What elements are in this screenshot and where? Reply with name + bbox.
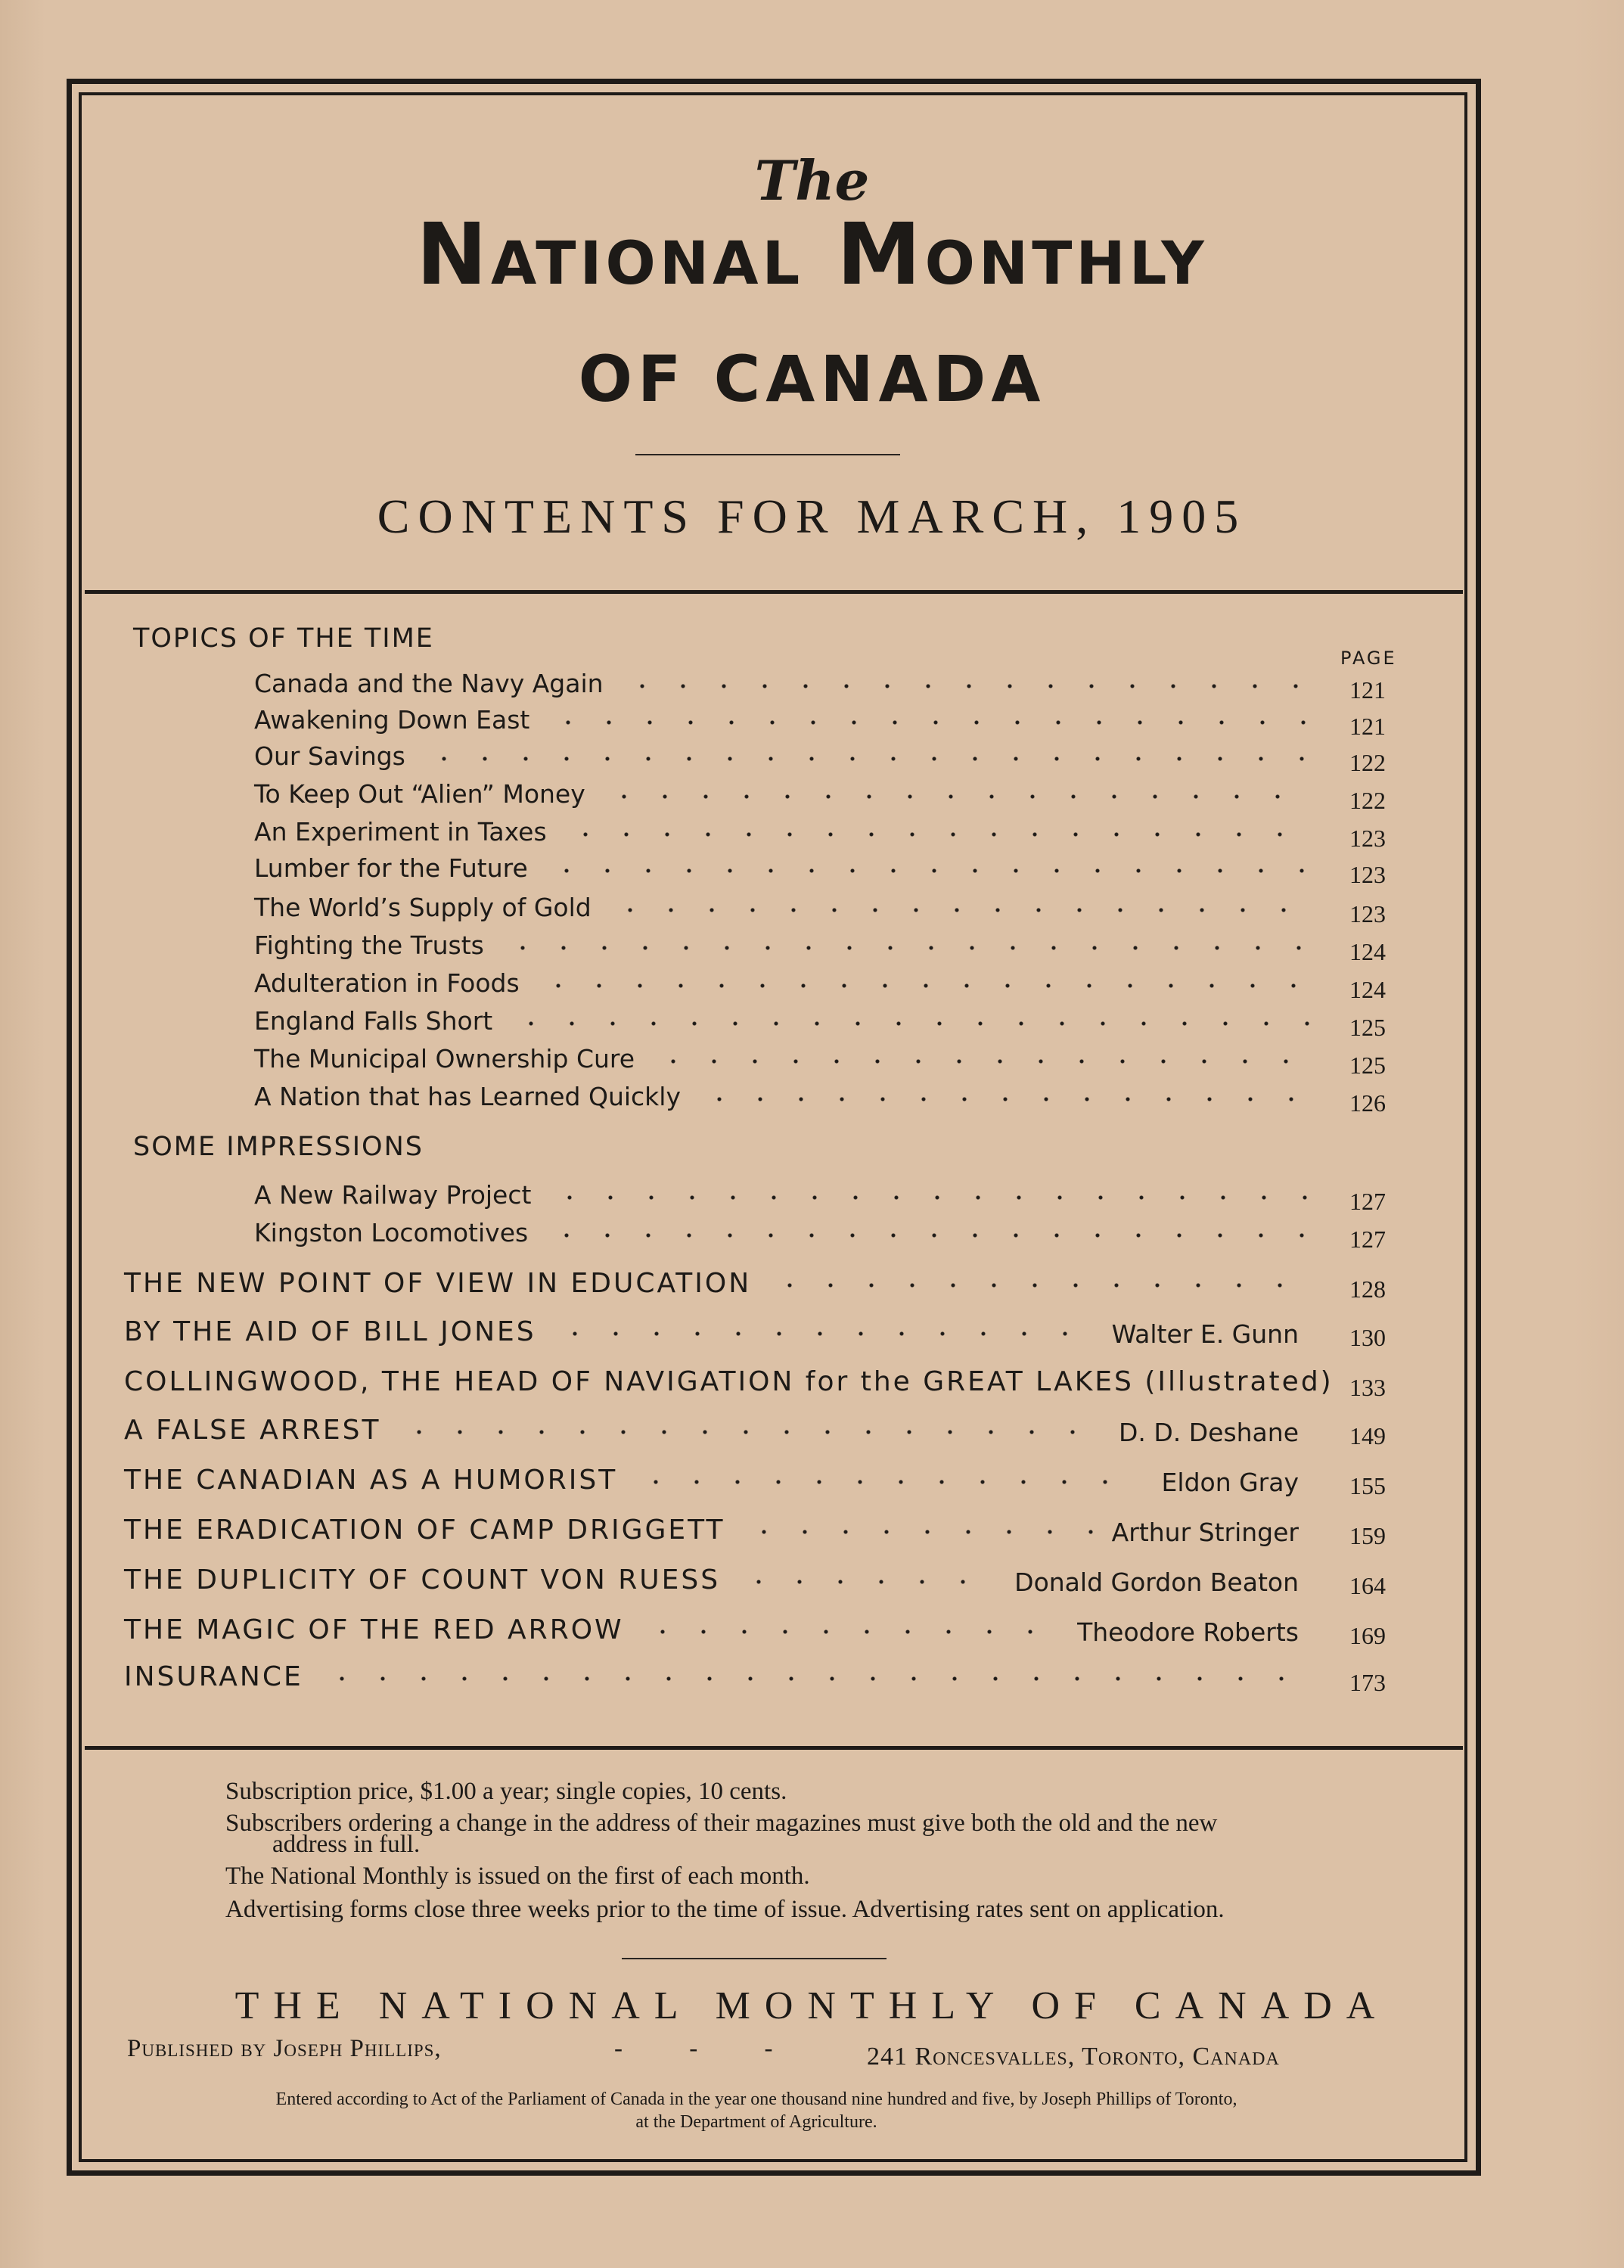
dot-leader [546, 1232, 1316, 1239]
toc-entry [0, 1044, 1624, 1086]
toc-entry-page: 127 [1349, 1226, 1386, 1253]
toc-entry [0, 853, 1624, 896]
dot-leader [502, 944, 1316, 952]
toc-entry-title: Kingston Locomotives [254, 1218, 529, 1247]
toc-entry-page: 164 [1349, 1572, 1386, 1599]
toc-entry [0, 1316, 1624, 1359]
toc-entry-page: 121 [1349, 713, 1386, 740]
copyright-line-1: Entered according to Act of the Parliament of Canada in the year one thousand nine hundred and five, by Joseph Phillips of Toronto, [275, 2089, 1237, 2109]
issue-date-note: The National Monthly is issued on the first of each month. [225, 1863, 810, 1890]
dot-leader [604, 793, 1316, 800]
toc-entry-author: Arthur Stringer [1111, 1518, 1299, 1547]
toc-entry-title: INSURANCE [124, 1661, 303, 1692]
toc-entry-page: 130 [1349, 1324, 1386, 1351]
published-by: Published by Joseph Phillips, [127, 2035, 442, 2062]
page-column-label: PAGE [1340, 648, 1397, 669]
dot-leader [565, 831, 1316, 838]
dot-leader [511, 1020, 1316, 1027]
toc-entry-page: 173 [1349, 1669, 1386, 1696]
toc-entry-title: THE ERADICATION OF CAMP DRIGGETT [124, 1515, 725, 1546]
toc-entry [0, 1268, 1624, 1310]
masthead-divider [635, 454, 900, 455]
toc-entry-page: 122 [1349, 749, 1386, 776]
toc-entry-title: THE MAGIC OF THE RED ARROW [124, 1614, 624, 1645]
dot-leader [538, 982, 1316, 990]
publisher-title: THE NATIONAL MONTHLY OF CANADA [234, 1984, 1390, 2027]
toc-entry [0, 741, 1624, 784]
contents-heading: CONTENTS FOR MARCH, 1905 [377, 489, 1247, 543]
footer-divider [622, 1958, 887, 1959]
dot-leader [738, 1578, 996, 1586]
toc-entry-page: 124 [1349, 938, 1386, 965]
toc-entry-author: Walter E. Gunn [1111, 1319, 1299, 1349]
dot-leader [549, 1194, 1316, 1201]
masthead-title: National Monthly [416, 206, 1208, 304]
toc-entry-page: 124 [1349, 976, 1386, 1003]
dot-leader [635, 1478, 1144, 1486]
toc-entry-page: 128 [1349, 1275, 1386, 1303]
dot-leader [642, 1628, 1059, 1636]
toc-entry [0, 1218, 1624, 1260]
toc-entry-page: 122 [1349, 787, 1386, 814]
subscription-note: Subscription price, $1.00 a year; single copies, 10 cents. [225, 1778, 787, 1805]
toc-section-heading [0, 1132, 1624, 1174]
toc-entry-title: Adulteration in Foods [254, 968, 520, 998]
copyright-line-2: at the Department of Agriculture. [635, 2112, 877, 2132]
dot-leader [424, 755, 1316, 763]
toc-entry [0, 1415, 1624, 1457]
toc-entry-page: 127 [1349, 1188, 1386, 1215]
toc-entry-page: 149 [1349, 1422, 1386, 1449]
toc-entry-title: An Experiment in Taxes [254, 817, 547, 847]
dot-leader [622, 682, 1316, 690]
toc-entry-title: Awakening Down East [254, 705, 530, 735]
toc-entry [0, 1661, 1624, 1704]
toc-entry-title: A FALSE ARREST [124, 1415, 381, 1446]
toc-entry-page: 159 [1349, 1522, 1386, 1549]
toc-entry-page: 133 [1349, 1374, 1386, 1401]
dot-leader [653, 1058, 1316, 1065]
toc-entry-title: The Municipal Ownership Cure [254, 1044, 635, 1073]
toc-entry-title: TOPICS OF THE TIME [133, 623, 434, 654]
toc-entry-author: Theodore Roberts [1077, 1617, 1299, 1647]
toc-entry [0, 893, 1624, 935]
toc-entry-title: BY THE AID OF BILL JONES [124, 1316, 536, 1347]
masthead-the: The [754, 148, 870, 213]
toc-entry [0, 1515, 1624, 1557]
toc-entry-title: A Nation that has Learned Quickly [254, 1082, 681, 1111]
toc-entry [0, 968, 1624, 1011]
toc-entry [0, 931, 1624, 973]
toc-entry [0, 1564, 1624, 1607]
toc-entry-page: 126 [1349, 1089, 1386, 1117]
toc-section-heading [0, 623, 1624, 666]
toc-entry-page: 155 [1349, 1472, 1386, 1499]
toc-entry-title: Lumber for the Future [254, 853, 528, 883]
toc-entry-title: THE NEW POINT OF VIEW IN EDUCATION [124, 1268, 752, 1299]
toc-entry-title: The World’s Supply of Gold [254, 893, 592, 922]
toc-entry-title: To Keep Out “Alien” Money [254, 779, 585, 809]
toc-entry-author: Donald Gordon Beaton [1014, 1567, 1299, 1597]
toc-entry-title: Canada and the Navy Again [254, 669, 604, 698]
dot-leader [744, 1528, 1094, 1536]
dot-leader [548, 719, 1316, 726]
masthead-subtitle: OF CANADA [578, 342, 1046, 416]
dot-leader [610, 906, 1316, 914]
toc-entry-title: Our Savings [254, 741, 405, 771]
toc-entry-page: 125 [1349, 1014, 1386, 1041]
toc-entry-page: 169 [1349, 1622, 1386, 1649]
publisher-address: 241 Roncesvalles, Toronto, Canada [867, 2043, 1280, 2071]
address-change-note-cont: address in full. [272, 1831, 421, 1858]
address-change-note: Subscribers ordering a change in the address of their magazines must give both the old and the new [225, 1810, 1218, 1837]
copyright-notice [127, 2088, 1386, 2133]
header-rule [85, 590, 1463, 594]
toc-entry-author: D. D. Deshane [1118, 1418, 1299, 1447]
toc-entry-page: 123 [1349, 825, 1386, 852]
toc-bottom-rule [85, 1746, 1463, 1750]
dot-leader [554, 1330, 1094, 1337]
toc-entry-title: England Falls Short [254, 1006, 493, 1036]
toc-entry [0, 1366, 1624, 1409]
toc-entry-title: COLLINGWOOD, THE HEAD OF NAVIGATION for the GREAT LAKES (Illustrated) [124, 1366, 1334, 1397]
toc-entry-title: THE DUPLICITY OF COUNT VON RUESS [124, 1564, 721, 1595]
toc-entry-title: A New Railway Project [254, 1180, 532, 1210]
dot-leader [399, 1428, 1101, 1436]
toc-entry [0, 1006, 1624, 1049]
toc-entry [0, 1082, 1624, 1124]
toc-entry [0, 779, 1624, 822]
dot-leader [546, 867, 1316, 875]
toc-entry-title: SOME IMPRESSIONS [133, 1132, 424, 1162]
published-dashes: - - - [614, 2035, 803, 2062]
toc-entry-author: Eldon Gray [1161, 1468, 1299, 1497]
toc-entry-page: 125 [1349, 1052, 1386, 1079]
toc-entry-title: Fighting the Trusts [254, 931, 484, 960]
toc-entry-page: 121 [1349, 676, 1386, 704]
toc-entry [0, 1180, 1624, 1223]
toc-entry-title: THE CANADIAN AS A HUMORIST [124, 1465, 618, 1496]
toc-entry-page: 123 [1349, 861, 1386, 888]
dot-leader [769, 1282, 1316, 1289]
advertising-note: Advertising forms close three weeks prior to the time of issue. Advertising rates sent on application. [225, 1896, 1225, 1923]
dot-leader [321, 1675, 1316, 1682]
toc-entry-page: 123 [1349, 900, 1386, 927]
toc-entry [0, 1614, 1624, 1657]
toc-entry [0, 1465, 1624, 1507]
dot-leader [699, 1095, 1316, 1103]
